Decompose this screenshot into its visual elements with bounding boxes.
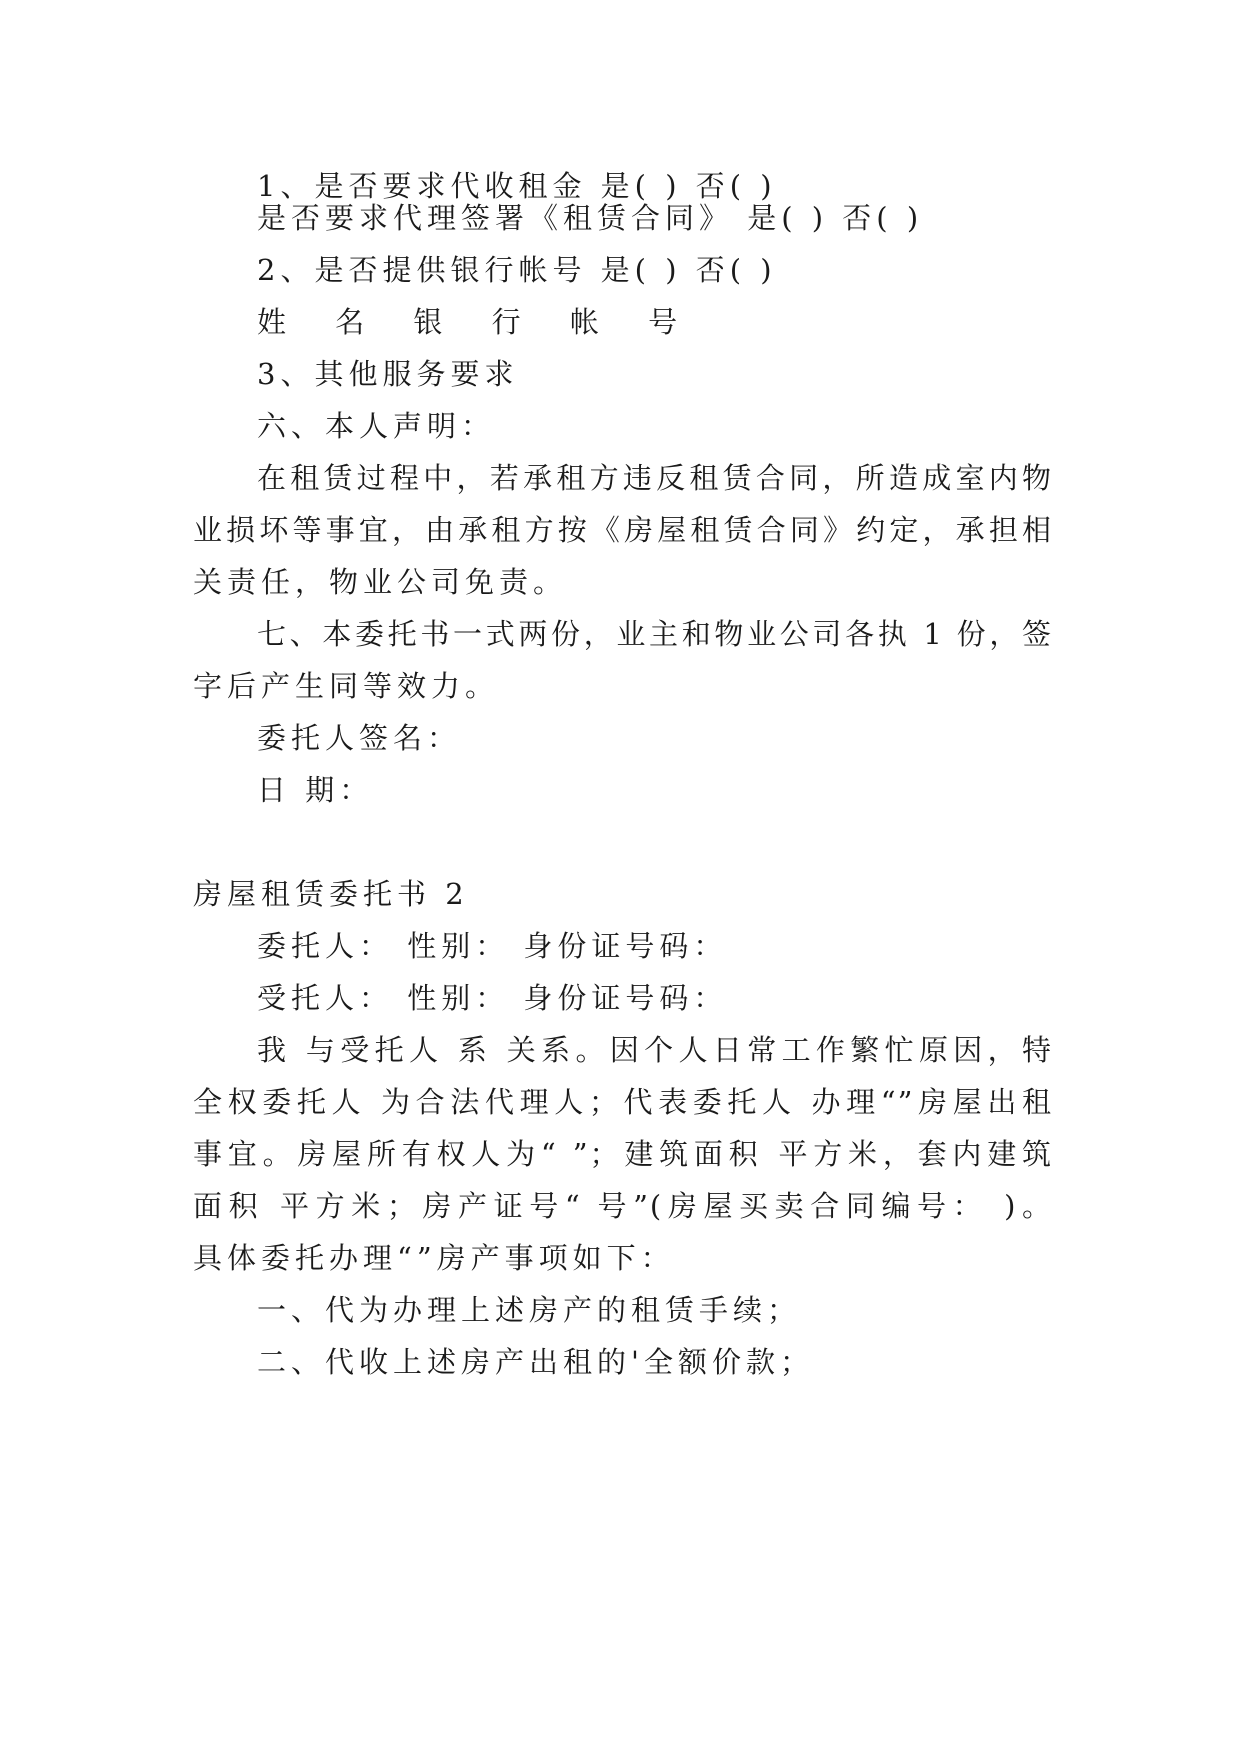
copies-paragraph-line-1: 七、本委托书一式两份，业主和物业公司各执 1 份，签 <box>257 617 1053 651</box>
item-collect-rent: 1、是否要求代收租金 是( ) 否( ) <box>257 169 777 203</box>
bank-account-fields: 姓 名 银 行 帐 号 <box>257 305 698 339</box>
item-bank-account: 2、是否提供银行帐号 是( ) 否( ) <box>257 253 777 287</box>
date-label: 日 期： <box>257 773 374 807</box>
declaration-paragraph-line-2: 业损坏等事宜，由承租方按《房屋租赁合同》约定，承担相 <box>193 513 1053 547</box>
matter-item-1: 一、代为办理上述房产的租赁手续； <box>257 1293 802 1327</box>
agent-info-line: 受托人： 性别： 身份证号码： <box>257 981 728 1015</box>
section-heading-declaration: 六、本人声明： <box>257 409 496 443</box>
matter-item-2: 二、代收上述房产出租的'全额价款； <box>257 1345 814 1379</box>
document-title: 房屋租赁委托书 2 <box>193 877 469 911</box>
authorization-paragraph-line-2: 全权委托人 为合法代理人；代表委托人 办理“”房屋出租 <box>193 1085 1053 1119</box>
authorization-paragraph-line-1: 我 与受托人 系 关系。因个人日常工作繁忙原因，特 <box>257 1033 1053 1067</box>
declaration-paragraph-line-1: 在租赁过程中，若承租方违反租赁合同，所造成室内物 <box>257 461 1053 495</box>
item-other-services: 3、其他服务要求 <box>257 357 519 391</box>
principal-info-line: 委托人： 性别： 身份证号码： <box>257 929 728 963</box>
item-sign-contract: 是否要求代理签署《租赁合同》 是( ) 否( ) <box>257 201 924 235</box>
authorization-paragraph-line-4: 面积 平方米；房产证号“ 号”(房屋买卖合同编号： )。 <box>193 1189 1053 1223</box>
signature-label: 委托人签名： <box>257 721 462 755</box>
declaration-paragraph-line-3: 关责任，物业公司免责。 <box>193 565 568 599</box>
authorization-paragraph-line-3: 事宜。房屋所有权人为“ ”；建筑面积 平方米，套内建筑 <box>193 1137 1053 1171</box>
copies-paragraph-line-2: 字后产生同等效力。 <box>193 669 500 703</box>
authorization-paragraph-line-5: 具体委托办理“”房产事项如下： <box>193 1241 675 1275</box>
